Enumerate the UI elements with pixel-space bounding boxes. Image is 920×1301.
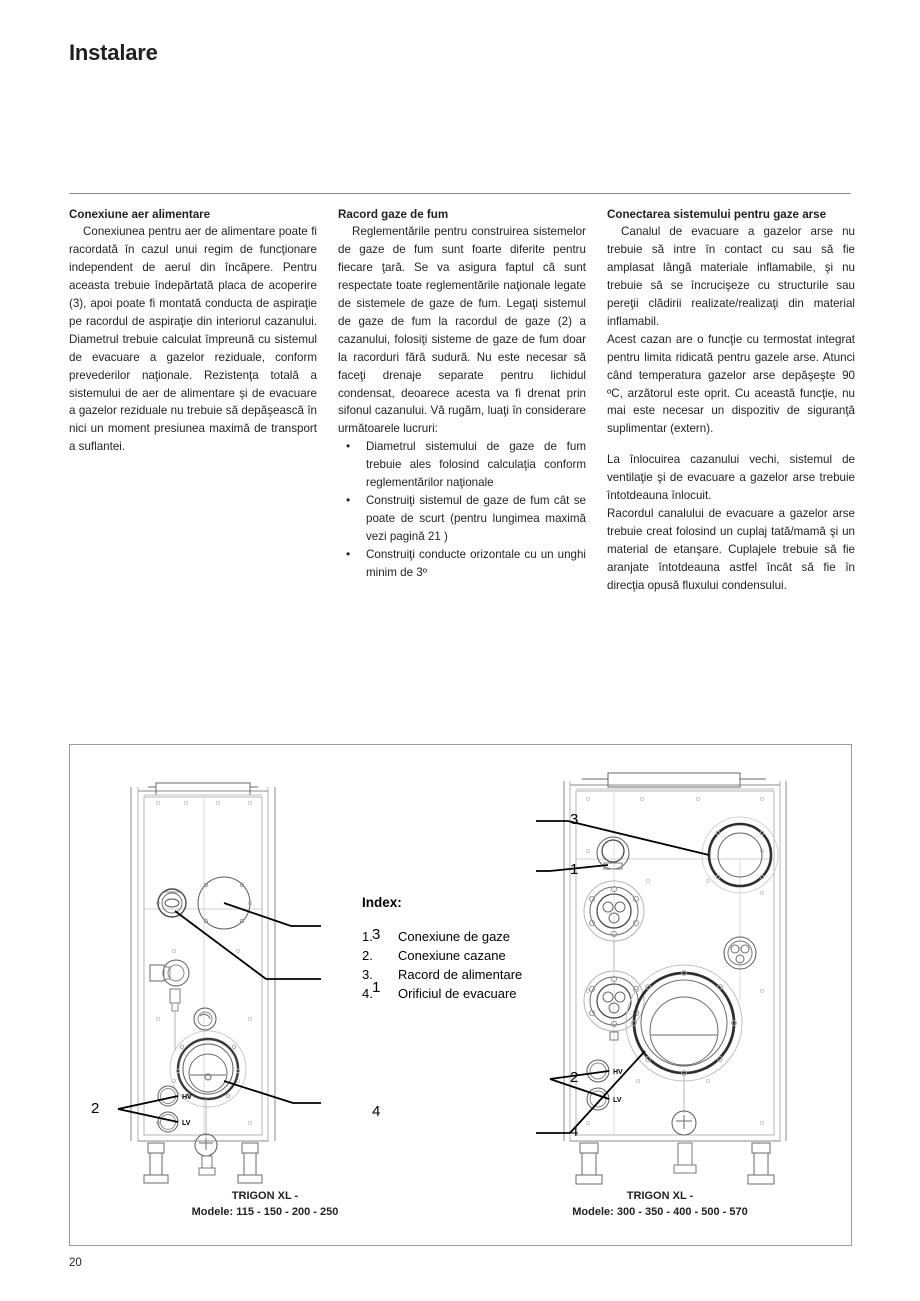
right-port-label-lv: LV	[613, 1097, 622, 1104]
column-3	[607, 206, 855, 595]
right-callout-3: 3	[570, 811, 579, 828]
index-item-label: Orificiul de evacuare	[398, 985, 517, 1001]
left-figure-caption	[120, 1189, 410, 1221]
right-callout-4: 4	[570, 1123, 579, 1140]
index-item-number: 2.	[362, 947, 373, 963]
column-2-bullet-list	[338, 438, 586, 581]
left-port-label-hv: HV	[182, 1094, 192, 1101]
index-item-number: 4.	[362, 985, 373, 1001]
right-figure-caption	[490, 1189, 830, 1221]
figure-panel	[69, 744, 852, 1246]
left-port-label-lv: LV	[182, 1120, 191, 1127]
column-2-paragraph-1: Reglementările pentru construirea sistemelor de gaze de fum sunt foarte diferite pentru fiecare ţară. Se va asigura faptul că sunt respectate toate reglementările naţionale legate de sistemele de gaze de fum. Legaţi sistemul de gaze de fum la racordul de gaze (2) a cazanului, folosiţi sisteme de gaze de fum doar la racorduri fără sudură. Nu este necesar să faceţi drenaje separate pentru lichidul condensat, deoarece acesta va fi drenat prin sifonul cazanului. Vă rugăm, luaţi în considerare următoarele lucruri:	[338, 225, 586, 436]
left-boiler-drawing	[78, 751, 381, 1191]
left-callout-1: 1	[372, 979, 381, 996]
index-item-label: Racord de alimentare	[398, 966, 523, 982]
left-caption-line-1: TRIGON XL -	[231, 1190, 299, 1202]
index-title: Index:	[362, 895, 402, 910]
column-3-paragraph-4: Racordul canalului de evacuare a gazelor arse trebuie creat folosind un cuplaj tată/mamă şi un material de etanşare. Cuplajele trebuie să fie aranjate întotdeauna astfel încât să fie în direcţia opusă fluxului condensului.	[607, 506, 855, 592]
text-columns	[69, 206, 855, 595]
right-caption-line-2: Modele: 300 - 350 - 400 - 500 - 570	[572, 1205, 748, 1218]
left-callout-4: 4	[372, 1103, 381, 1120]
right-callout-2: 2	[570, 1069, 579, 1086]
left-callout-2: 2	[91, 1100, 100, 1117]
column-1-heading: Conexiune aer alimentare	[69, 208, 211, 221]
bullet-item: • Construiţi conducte orizontale cu un unghi minim de 3º	[338, 546, 586, 582]
right-callout-1: 1	[570, 861, 579, 878]
right-boiler-drawing	[508, 751, 848, 1191]
column-2-heading: Racord gaze de fum	[338, 208, 449, 221]
index-item-number: 1.	[362, 929, 373, 944]
column-3-heading: Conectarea sistemului pentru gaze arse	[607, 208, 827, 221]
index-item-label: Conexiune de gaze	[398, 929, 511, 944]
bullet-item: • Construiţi sistemul de gaze de fum cât se poate de scurt (pentru lungimea maximă vezi pagină 21 )	[338, 492, 586, 546]
column-3-paragraph-3: La înlocuirea cazanului vechi, sistemul de ventilaţie şi de evacuare a gazelor arse trebuie întotdeauna înlocuit.	[607, 453, 855, 503]
index-item-number: 3.	[362, 966, 373, 982]
index-item-label: Conexiune cazane	[398, 947, 506, 963]
column-3-paragraph-1: Canalul de evacuare a gazelor arse nu trebuie să intre în contact cu sau să fie amplasat lângă materiale inflamabile, şi nu trebuie să se încrucişeze cu structurile sau pereţii clădirii realizate/realizaţi din material inflamabil.	[607, 225, 855, 328]
column-1	[69, 206, 317, 595]
left-caption-line-2: Modele: 115 - 150 - 200 - 250	[191, 1205, 339, 1218]
column-2	[338, 206, 586, 595]
column-1-paragraph-1: Conexiunea pentru aer de alimentare poate fi racordată în cazul unui regim de funcţionare independent de aerul din încăpere. Pentru aceasta trebuie îndepărtată placa de acoperire (3), apoi poate fi montată conducta de aspiraţie pe racordul de aspiraţie din interiorul cazanului. Diametrul trebuie calculat împreună cu sistemul de evacuare a gazelor reziduale, conform prevederilor naţionale. Rezistenţa totală a sistemului de aer de alimentare şi de evacuare a gazelor reziduale nu trebuie să depăşească în nici un moment presiunea maximă de transport a suflantei.	[69, 225, 317, 454]
page-title: Instalare	[69, 40, 158, 65]
left-callout-3: 3	[372, 926, 381, 943]
right-caption-line-1: TRIGON XL -	[626, 1190, 694, 1202]
right-port-label-hv: HV	[613, 1069, 623, 1076]
bullet-item: • Diametrul sistemului de gaze de fum trebuie ales folosind calculaţia conform reglementărilor naţionale	[338, 438, 586, 492]
header-divider	[69, 193, 851, 194]
page-number: 20	[69, 1257, 82, 1269]
column-3-paragraph-2: Acest cazan are o funcţie cu termostat integrat pentru limita ridicată pentru gazele arse. Atunci când temperatura gazelor arse depăşeşte 90 ºC, arzătorul este oprit. Cu această funcţie, nu mai este necesar un dispozitiv de siguranţă suplimentar (extern).	[607, 332, 855, 436]
